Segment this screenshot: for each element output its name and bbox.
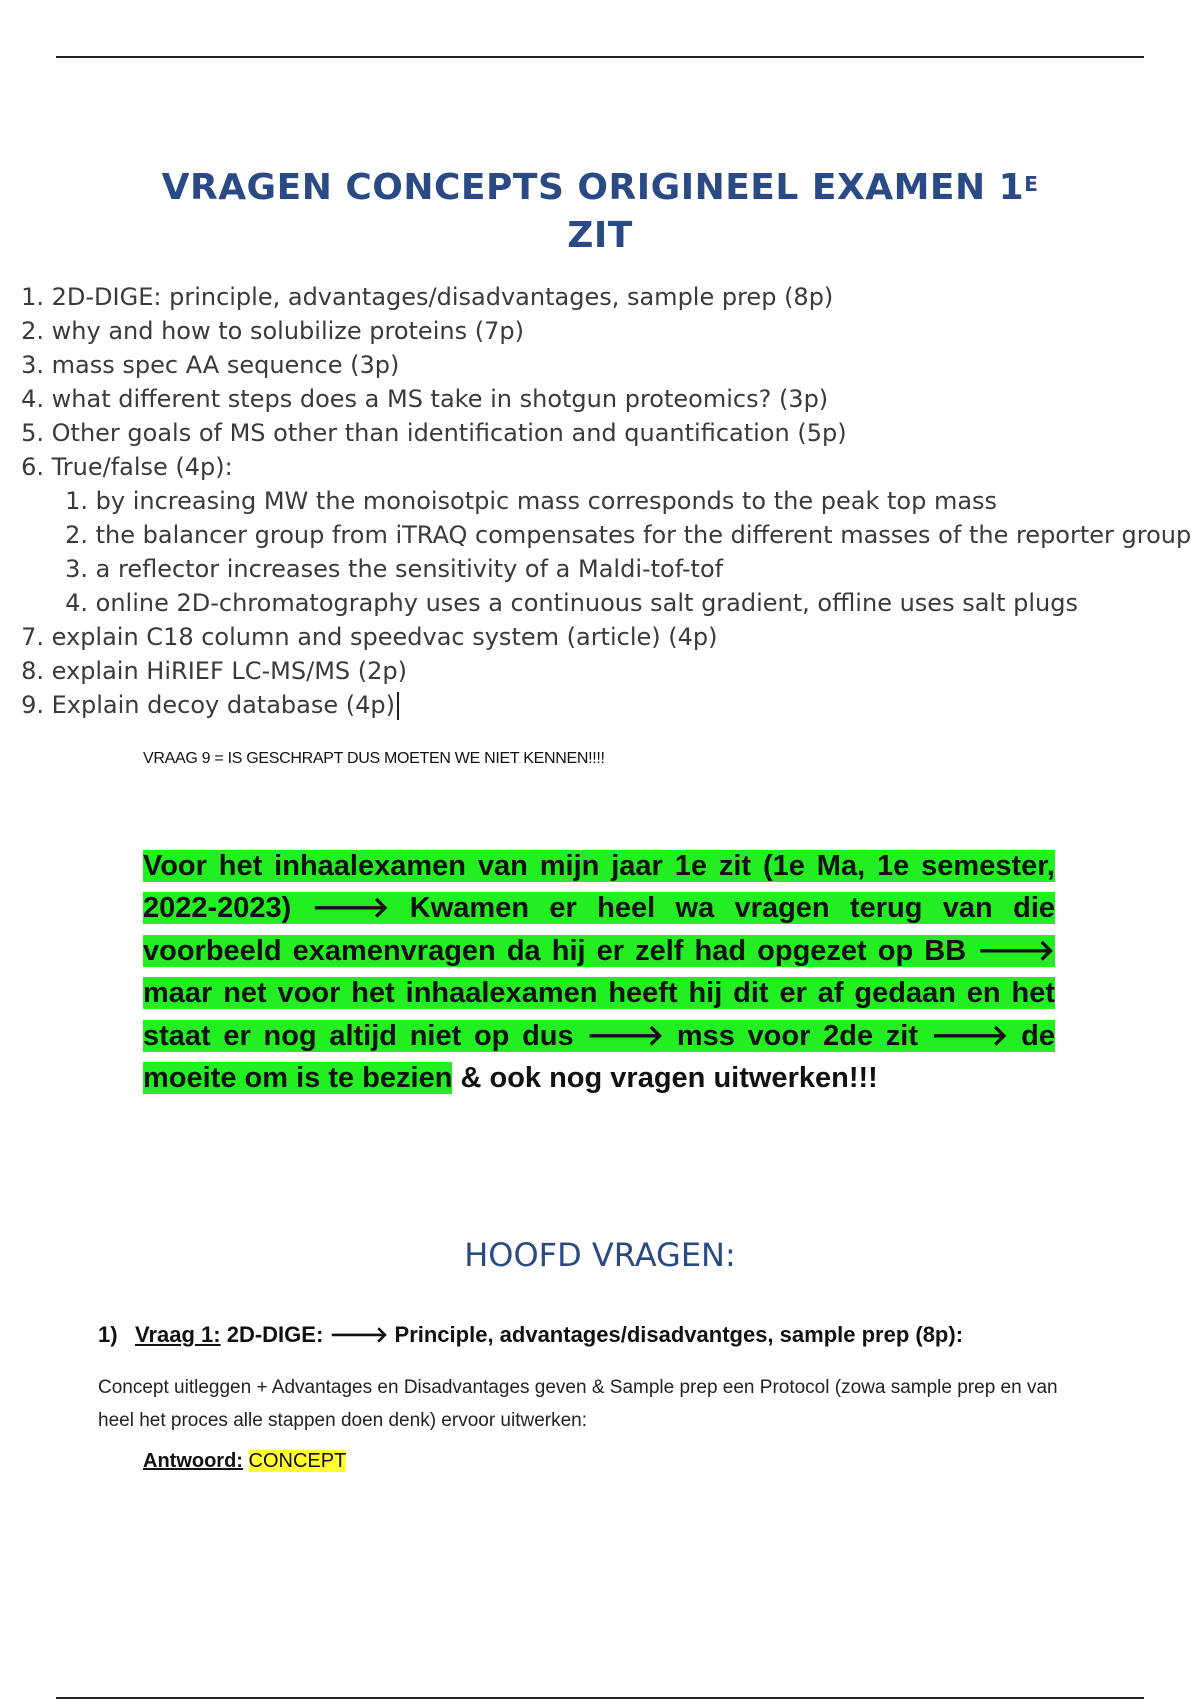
sub-list-item: 4. online 2D-chromatography uses a continuous salt gradient, offline uses salt plugs	[65, 589, 1078, 617]
answer-value: CONCEPT	[248, 1450, 347, 1472]
arrow-icon: 🡒	[977, 934, 1055, 967]
list-item: 8. explain HiRIEF LC-MS/MS (2p)	[21, 657, 407, 685]
arrow-icon: 🡒	[586, 1019, 665, 1052]
list-item: 6. True/false (4p):	[21, 453, 233, 481]
list-item: 5. Other goals of MS other than identification and quantification (5p)	[21, 419, 847, 447]
list-item: 2. why and how to solubilize proteins (7p)	[21, 317, 524, 345]
sub-list-item: 3. a reflector increases the sensitivity of a Maldi-tof-tof	[65, 555, 724, 583]
arrow-icon: 🡒	[311, 892, 390, 925]
highlighted-note: Voor het inhaalexamen van mijn jaar 1e zit (1e Ma, 1e semester, 2022-2023) 🡒 Kwamen er heel wa vragen terug van die voorbeeld examenvragen da hij er zelf had opgezet op BB 🡒 maar net voor het inhaalexamen heeft hij dit er af gedaan en het staat er nog altijd niet op dus 🡒 mss voor 2de zit 🡒 de moeite om is te bezien & ook nog vragen uitwerken!!!	[143, 850, 1056, 1095]
section-heading: HOOFD VRAGEN:	[464, 1236, 736, 1274]
question-list	[0, 280, 1200, 722]
sub-list-item: 2. the balancer group from iTRAQ compensates for the different masses of the reporter group	[65, 521, 1192, 549]
list-item: 7. explain C18 column and speedvac system (article) (4p)	[21, 623, 718, 651]
list-item: 3. mass spec AA sequence (3p)	[21, 351, 400, 379]
document-title: VRAGEN CONCEPTS ORIGINEEL EXAMEN $1^E$ ZIT	[161, 167, 1039, 256]
question-1-heading: 1) Vraag 1: 2D-DIGE: 🡒 Principle, advantages/disadvantges, sample prep (8p):	[98, 1322, 964, 1347]
arrow-icon: 🡒	[930, 1019, 1009, 1052]
list-item[interactable]: 9. Explain decoy database (4p)	[0, 688, 1200, 722]
question-1-description: Concept uitleggen + Advantages en Disadvantages geven & Sample prep een Protocol (zowa sample prep en van heel het proces alle stappen doen denk) ervoor uitwerken:	[98, 1377, 1058, 1431]
text-cursor	[397, 692, 399, 720]
list-item: 4. what different steps does a MS take in shotgun proteomics? (3p)	[21, 385, 829, 413]
footer-rule	[56, 1697, 1144, 1699]
arrow-icon: 🡒	[329, 1322, 389, 1347]
answer-line: Antwoord: CONCEPT	[143, 1450, 347, 1472]
removed-question-note: VRAAG 9 = IS GESCHRAPT DUS MOETEN WE NIET KENNEN!!!!	[143, 750, 605, 767]
sub-list-item: 1. by increasing MW the monoisotpic mass corresponds to the peak top mass	[65, 487, 998, 515]
list-item: 1. 2D-DIGE: principle, advantages/disadvantages, sample prep (8p)	[21, 283, 834, 311]
header-rule	[56, 56, 1144, 58]
